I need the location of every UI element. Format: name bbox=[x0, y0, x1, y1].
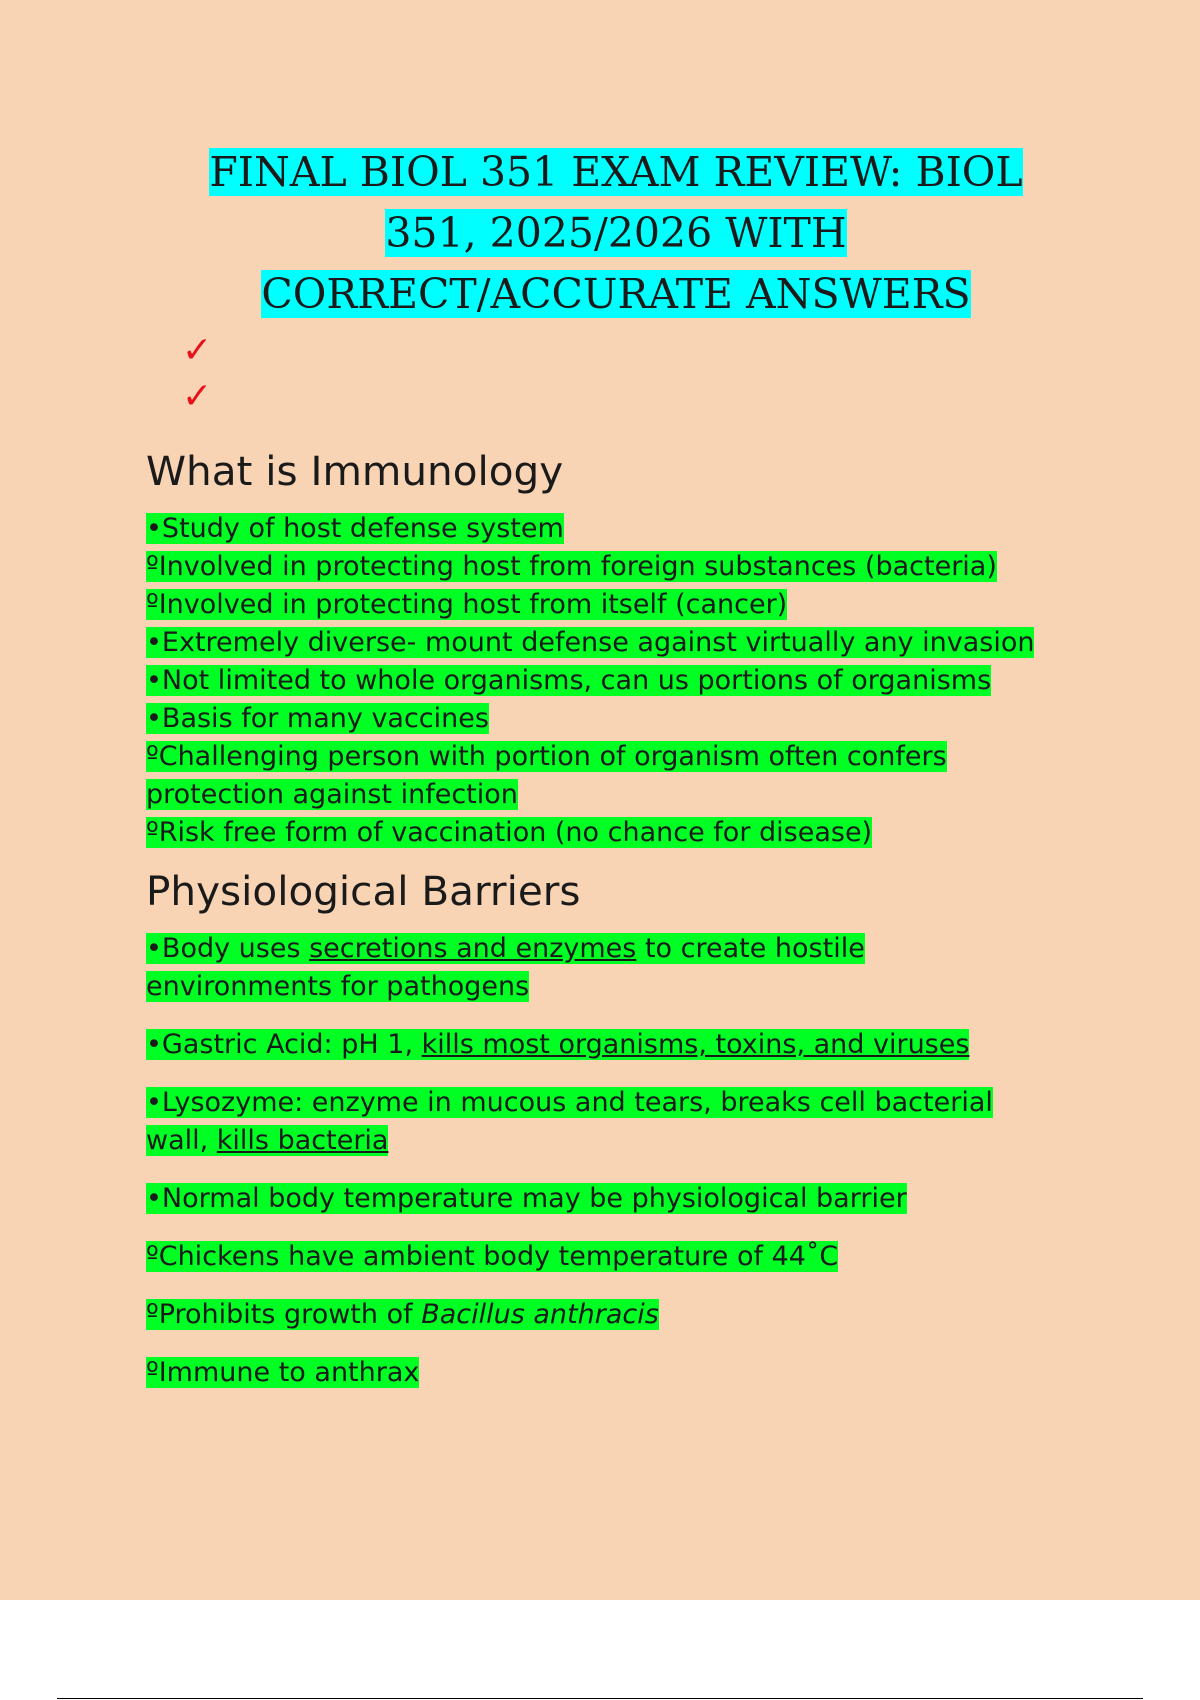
barrier-note-anthrax: ºImmune to anthrax bbox=[146, 1357, 420, 1388]
underlined-term: kills most organisms, toxins, and viruses bbox=[421, 1029, 970, 1060]
text-run: to create hostile bbox=[636, 933, 865, 964]
text-run: pH 1, bbox=[341, 1029, 422, 1060]
note-line: ºInvolved in protecting host from foreign substances (bacteria) bbox=[146, 551, 997, 582]
barrier-note-bacillus bbox=[146, 1299, 659, 1330]
barrier-note-chickens: ºChickens have ambient body temperature of 44˚C bbox=[146, 1241, 839, 1272]
note-line: •Extremely diverse- mount defense against virtually any invasion bbox=[146, 627, 1035, 658]
text-run: •Body uses bbox=[146, 933, 310, 964]
checkmark-list bbox=[182, 328, 212, 420]
underlined-term: kills bacteria bbox=[216, 1125, 389, 1156]
document-body bbox=[146, 447, 1106, 1392]
title-line-3: CORRECT/ACCURATE ANSWERS bbox=[261, 270, 971, 318]
text-run: wall, bbox=[146, 1125, 217, 1156]
barrier-note-lysozyme bbox=[146, 1084, 1106, 1160]
note-line: ºChallenging person with portion of organism often confers bbox=[146, 741, 947, 772]
text-run: •Gastric Acid: bbox=[146, 1029, 342, 1060]
note-line: protection against infection bbox=[146, 779, 518, 810]
barrier-note-gastric-acid bbox=[146, 1026, 1106, 1064]
barrier-note-body-temperature: •Normal body temperature may be physiological barrier bbox=[146, 1183, 907, 1214]
section-heading-immunology: What is Immunology bbox=[146, 447, 564, 495]
document-title bbox=[140, 142, 1092, 325]
footer-divider bbox=[57, 1698, 1143, 1699]
note-line: •Basis for many vaccines bbox=[146, 703, 489, 734]
note-line: •Study of host defense system bbox=[146, 513, 564, 544]
title-line-2: 351, 2025/2026 WITH bbox=[385, 209, 847, 257]
text-run: ºProhibits growth of bbox=[146, 1299, 422, 1330]
barrier-note-secretions bbox=[146, 930, 1106, 1006]
note-line: ºRisk free form of vaccination (no chance for disease) bbox=[146, 817, 873, 848]
note-line: ºInvolved in protecting host from itself (cancer) bbox=[146, 589, 788, 620]
note-line: •Lysozyme: enzyme in mucous and tears, breaks cell bacterial bbox=[146, 1087, 993, 1118]
species-name: Bacillus anthracis bbox=[421, 1299, 659, 1330]
underlined-term: secretions and enzymes bbox=[309, 933, 637, 964]
title-line-1: FINAL BIOL 351 EXAM REVIEW: BIOL bbox=[209, 148, 1023, 196]
section-heading-physiological-barriers: Physiological Barriers bbox=[146, 867, 581, 915]
immunology-notes bbox=[146, 510, 1106, 852]
note-line: •Not limited to whole organisms, can us portions of organisms bbox=[146, 665, 992, 696]
note-line: environments for pathogens bbox=[146, 971, 530, 1002]
checkmark-icon: ✓ bbox=[182, 330, 213, 371]
checkmark-icon: ✓ bbox=[182, 376, 213, 417]
